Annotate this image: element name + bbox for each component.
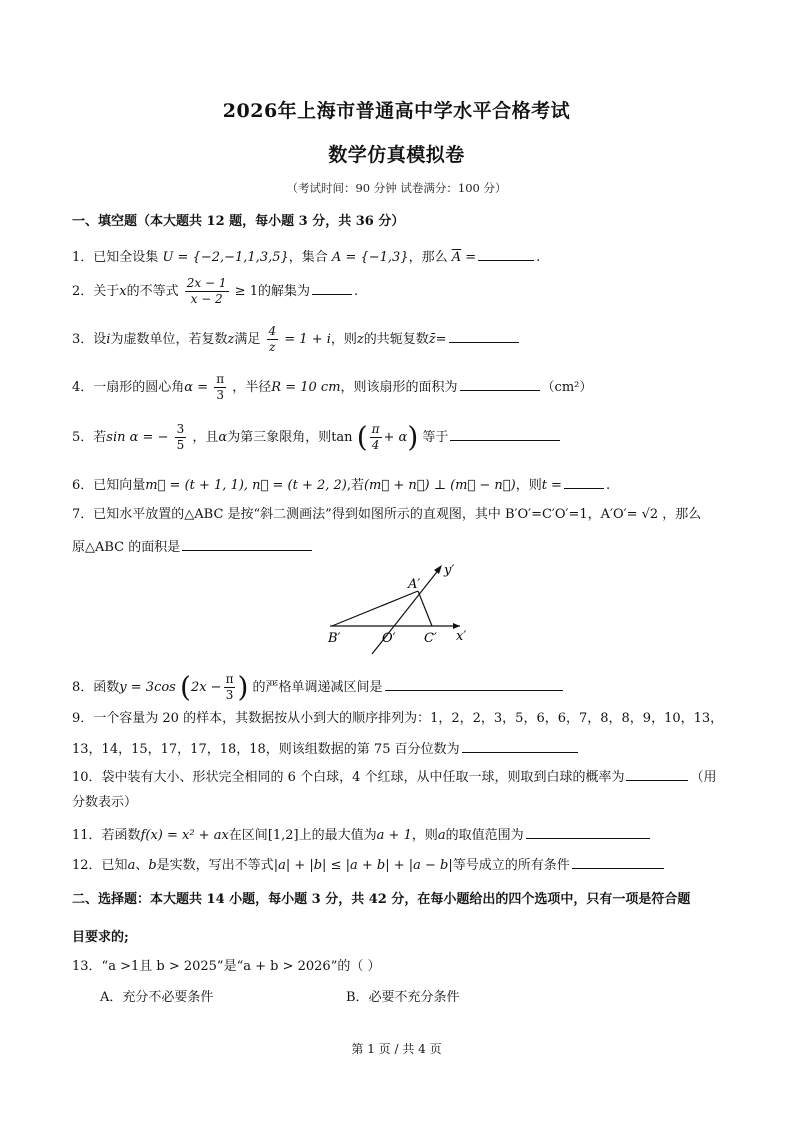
q3-number: 3． [72, 332, 94, 347]
q11-function: f(x) = x² + ax [140, 828, 229, 843]
question-13 [72, 958, 380, 976]
q4-text2: ，半径 [232, 380, 272, 395]
q1-answer-blank[interactable] [478, 246, 534, 261]
q13-stem: 13．“a >1且 b > 2025”是“a + b > 2026”的（ ） [72, 959, 381, 974]
q8-fraction [224, 672, 236, 703]
q3-z: z [227, 332, 235, 347]
question-11 [72, 824, 652, 845]
q1-text2: ，集合 [288, 250, 328, 265]
label-y: y′ [444, 563, 455, 578]
q8-expr: y = 3cos [119, 680, 176, 695]
q11-number: 11． [72, 828, 102, 843]
q1-set-a: A = {−1,3} [331, 250, 409, 265]
label-o: O′ [382, 631, 396, 646]
q9-line1: 一个容量为 20 的样本，其数据按从小到大的顺序排列为：1，2，2，3，5，6，6，7，8，8，9，10，13， [93, 711, 724, 726]
q11-text2: 在区间 [228, 828, 268, 843]
q3-answer-blank[interactable] [449, 328, 519, 343]
q7-line2: 原△ABC 的面积是 [72, 540, 181, 555]
q2-text2: 的不等式 [126, 284, 179, 299]
q1-set-u: U = {−2,−1,1,3,5} [162, 250, 289, 265]
q4-number: 4． [72, 380, 94, 395]
q8-frac-num: π [225, 672, 234, 686]
q11-max: a + 1 [376, 828, 412, 843]
q4-frac-den: 3 [216, 388, 225, 402]
q10-line1: 10．袋中装有大小、形状完全相同的 6 个白球，4 个红球，从中任取一球，则取到白球的概率为 [72, 770, 625, 785]
label-b: B′ [328, 631, 341, 646]
q4-radius: R = 10 cm [271, 380, 341, 395]
q3-frac-num: 4 [268, 324, 277, 338]
q6-t: t = [541, 478, 562, 493]
q4-unit: （cm²） [541, 380, 593, 395]
q7-number: 7． [72, 507, 94, 522]
question-1 [72, 246, 540, 267]
q2-var: x [119, 284, 127, 299]
q4-alpha: α = [184, 380, 209, 395]
q11-text: 若函数 [101, 828, 141, 843]
q4-text: 一扇形的圆心角 [93, 380, 185, 395]
q6-number: 6． [72, 478, 94, 493]
label-c: C′ [424, 631, 437, 646]
q2-end: . [353, 284, 359, 299]
question-12 [72, 854, 666, 875]
question-8 [72, 672, 565, 703]
q6-vectors: m⃗ = (t + 1, 1), n⃗ = (t + 2, 2) [145, 478, 347, 493]
q12-inequality: |a| + |b| ≤ |a + b| + |a − b| [273, 858, 453, 873]
question-6 [72, 474, 610, 495]
q2-text: 关于 [93, 284, 120, 299]
q5-frac2-den: 4 [371, 438, 380, 452]
q12-text: 已知 [101, 858, 128, 873]
q3-zbar: z̄ [428, 332, 436, 347]
segment-a-c [418, 591, 432, 626]
q10-tail: （用 [690, 770, 717, 785]
q2-answer-blank[interactable] [312, 280, 352, 295]
q6-text: 已知向量 [93, 478, 146, 493]
q11-interval: [1,2] [267, 828, 299, 843]
q3-text6: = [435, 332, 447, 347]
page-footer: 第 1 页 / 共 4 页 [351, 1042, 442, 1056]
q2-fraction [185, 276, 229, 307]
q8-number: 8． [72, 680, 94, 695]
q5-answer-blank[interactable] [450, 426, 560, 441]
y-axis-arrow [434, 565, 442, 574]
q12-answer-blank[interactable] [572, 854, 664, 869]
q6-text2: ,若 [346, 478, 364, 493]
q9-number: 9． [72, 711, 94, 726]
q12-b: b [148, 858, 157, 873]
q5-fraction [175, 422, 187, 453]
q2-ge: ≥ 1 [234, 284, 258, 299]
q3-text: 设 [93, 332, 107, 347]
q3-text5: 的共轭复数 [363, 332, 429, 347]
q12-text2: 、 [135, 858, 149, 873]
q5-tan: tan [331, 430, 353, 445]
q5-fraction2 [370, 422, 382, 453]
q5-text3: 为第三象限角，则 [227, 430, 332, 445]
question-9 [72, 710, 723, 728]
q2-frac-den: x − 2 [190, 292, 223, 306]
q5-number: 5． [72, 430, 94, 445]
q12-text4: 等号成立的所有条件 [452, 858, 570, 873]
q3-rhs: = 1 + i [284, 332, 331, 347]
label-a: A′ [408, 577, 421, 592]
oblique-diagram [320, 558, 480, 658]
question-7-line2 [72, 536, 314, 557]
q11-answer-blank[interactable] [526, 824, 650, 839]
q8-left-paren: ( [180, 670, 191, 704]
q4-answer-blank[interactable] [460, 376, 540, 391]
q3-text3: 满足 [234, 332, 261, 347]
q5-frac2-num: π [371, 422, 380, 436]
q4-frac-num: π [216, 372, 225, 386]
q1-text3: ，那么 [408, 250, 448, 265]
q4-fraction [214, 372, 226, 403]
q10-line2: 分数表示） [72, 795, 138, 810]
label-x: x′ [456, 629, 467, 644]
q8-inner: 2x − [190, 680, 222, 695]
q9-line2: 13，14，15，17，17，18，18，则该组数据的第 75 百分位数为 [72, 742, 460, 757]
q5-text2: ，且 [192, 430, 219, 445]
q5-plus-alpha: + α [383, 430, 408, 445]
q5-text4: 等于 [422, 430, 449, 445]
q8-frac-den: 3 [225, 688, 234, 702]
section-2-heading-line2: 目要求的; [72, 930, 129, 945]
q6-text3: ，则 [515, 478, 542, 493]
question-9-line2 [72, 738, 580, 759]
q12-a: a [127, 858, 136, 873]
q1-equals: = [465, 250, 477, 265]
q1-text: 已知全设集 [93, 250, 159, 265]
q2-text3: 的解集为 [257, 284, 310, 299]
question-7 [72, 506, 701, 524]
q4-text3: ，则该扇形的面积为 [340, 380, 458, 395]
q1-complement: $\overline{A}$ [451, 250, 462, 265]
q10-answer-blank[interactable] [626, 766, 688, 781]
q2-frac-num: 2x − 1 [186, 276, 227, 290]
section-1-heading: 一、填空题（本大题共 12 题，每小题 3 分，共 36 分） [72, 214, 405, 229]
question-2 [72, 276, 358, 307]
q13-option-a[interactable]: A．充分不必要条件 [100, 990, 214, 1005]
q13-option-b[interactable]: B．必要不充分条件 [346, 990, 460, 1005]
q3-text2: 为虚数单位，若复数 [110, 332, 228, 347]
q8-text2: 的严格单调递减区间是 [252, 680, 383, 695]
exam-title: 2026年上海市普通高中学水平合格考试 [222, 100, 571, 122]
q7-answer-blank[interactable] [182, 536, 312, 551]
question-10-line2 [72, 794, 137, 812]
question-5 [72, 422, 562, 453]
exam-subtitle: 数学仿真模拟卷 [328, 144, 465, 166]
q9-answer-blank[interactable] [462, 738, 578, 753]
q3-i: i [106, 332, 111, 347]
q8-text: 函数 [93, 680, 120, 695]
q2-number: 2． [72, 284, 94, 299]
q1-number: 1． [72, 250, 94, 265]
q5-frac-num: 3 [176, 422, 185, 436]
section-2-heading: 二、选择题：本大题共 14 小题，每小题 3 分，共 42 分，在每小题给出的四个选项中，只有一项是符合题 [72, 892, 691, 907]
q7-line1: 已知水平放置的△ABC 是按“斜二测画法”得到如图所示的直观图，其中 B′O′=C′O′=1，A′O′= √2 ，那么 [93, 507, 702, 522]
q5-left-paren: ( [356, 420, 368, 454]
q5-sin: sin α = − [106, 430, 169, 445]
q5-right-paren: ) [407, 420, 419, 454]
q8-right-paren: ) [237, 670, 249, 704]
q3-text4: ，则 [330, 332, 357, 347]
q5-alpha: α [218, 430, 228, 445]
exam-info: （考试时间：90 分钟 试卷满分：100 分） [286, 181, 507, 195]
question-3 [72, 324, 521, 355]
q12-number: 12． [72, 858, 102, 873]
q3-fraction [267, 324, 279, 355]
question-4 [72, 372, 592, 403]
q11-a: a [437, 828, 446, 843]
q1-end: . [536, 250, 541, 265]
q6-end: . [605, 478, 611, 493]
q6-condition: (m⃗ + n⃗) ⊥ (m⃗ − n⃗) [363, 478, 516, 493]
q3-frac-den: z [269, 340, 276, 354]
q5-text: 若 [93, 430, 107, 445]
question-10 [72, 766, 717, 787]
segment-b-a [332, 591, 418, 626]
q11-text5: 的取值范围为 [445, 828, 524, 843]
q11-text3: 上的最大值为 [298, 828, 377, 843]
q5-frac-den: 5 [176, 438, 185, 452]
q6-answer-blank[interactable] [564, 474, 604, 489]
q8-answer-blank[interactable] [385, 676, 563, 691]
q11-text4: ，则 [411, 828, 438, 843]
q3-z2: z [356, 332, 364, 347]
q12-text3: 是实数，写出不等式 [156, 858, 274, 873]
